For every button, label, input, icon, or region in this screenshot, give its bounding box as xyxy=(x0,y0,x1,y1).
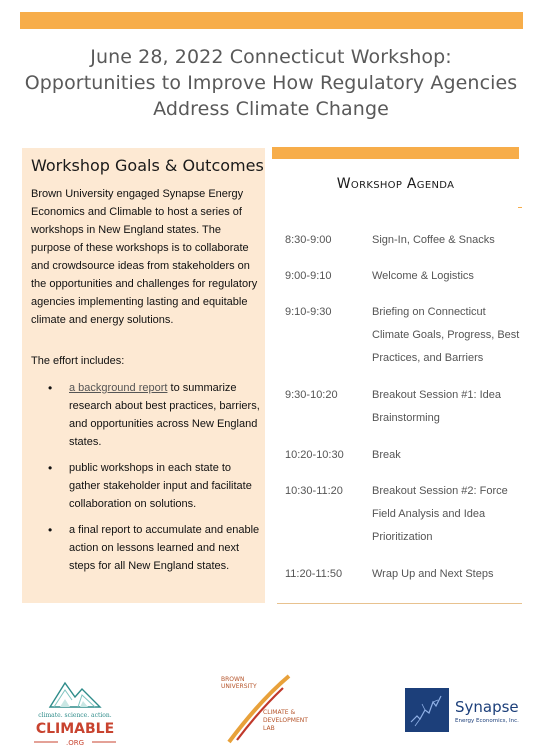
list-item-text: a final report to accumulate and enable action on lessons learned and next steps for all New England states. xyxy=(69,524,260,572)
background-report-link[interactable]: a background report xyxy=(69,382,168,394)
agenda-time: 9:10-9:30 xyxy=(285,306,332,318)
agenda-item: Wrap Up and Next Steps xyxy=(372,568,494,580)
title-line-2: Opportunities to Improve How Regulatory Agencies xyxy=(24,72,518,94)
list-item xyxy=(31,379,265,451)
agenda-title: Workshop Agenda xyxy=(336,176,455,192)
bullet-icon: • xyxy=(48,523,53,537)
climable-logo xyxy=(20,677,130,747)
lab-line-2: DEVELOPMENT xyxy=(263,717,308,724)
brown-line-2: UNIVERSITY xyxy=(221,683,257,690)
climable-wordmark: CLIMABLE xyxy=(35,721,115,737)
title-line-1: June 28, 2022 Connecticut Workshop: xyxy=(90,46,452,68)
goals-intro-text: Brown University engaged Synapse Energy Economics and Climable to host a series of workshops in New England states. The purpose of these workshops is to collaborate and crowdsource ideas from stakeholders on the opportunities and challenges for regulatory agencies implementing lasting and equitable climate and energy solutions. xyxy=(31,188,258,326)
agenda-accent-bar xyxy=(272,147,519,159)
climable-tagline: climate. science. action. xyxy=(38,712,112,719)
agenda-time: 10:30-11:20 xyxy=(285,485,343,497)
agenda-time: 11:20-11:50 xyxy=(285,568,343,580)
agenda-time: 9:30-10:20 xyxy=(285,389,338,401)
synapse-wordmark: Synapse xyxy=(455,698,519,716)
brown-cdl-logo xyxy=(219,672,309,744)
agenda-time: 8:30-9:00 xyxy=(285,234,332,246)
mountain-icon xyxy=(50,683,100,707)
agenda-time: 9:00-9:10 xyxy=(285,270,332,282)
agenda-time: 10:20-10:30 xyxy=(285,449,344,461)
lab-line-1: CLIMATE & xyxy=(263,709,296,716)
goals-panel xyxy=(22,148,265,603)
effort-list xyxy=(31,379,265,583)
agenda-item: Briefing on Connecticut Climate Goals, Progress, Best Practices, and Barriers xyxy=(372,306,520,364)
synapse-subtitle: Energy Economics, Inc. xyxy=(455,718,519,724)
lab-line-3: LAB xyxy=(263,725,275,732)
list-item xyxy=(31,521,265,575)
header-accent-bar xyxy=(20,12,523,29)
agenda-item: Break xyxy=(372,449,401,461)
goals-heading: Workshop Goals & Outcomes xyxy=(31,156,264,175)
agenda-item: Breakout Session #1: Idea Brainstorming xyxy=(372,389,502,424)
list-item xyxy=(31,459,265,513)
synapse-square xyxy=(405,688,449,732)
bullet-icon: • xyxy=(48,461,53,475)
agenda-bottom-rule xyxy=(277,603,522,604)
synapse-logo xyxy=(405,688,531,732)
brown-line-1: BROWN xyxy=(221,676,245,683)
page-title xyxy=(0,44,542,122)
climable-suffix: .ORG xyxy=(65,739,85,747)
agenda-item: Sign-In, Coffee & Snacks xyxy=(372,234,495,246)
list-item-text: to summarize research about best practices, barriers, and opportunities across New England states. xyxy=(69,382,260,448)
title-line-3: Address Climate Change xyxy=(153,98,389,120)
agenda-item: Welcome & Logistics xyxy=(372,270,474,282)
bullet-icon: • xyxy=(48,381,53,395)
list-item-text: public workshops in each state to gather stakeholder input and facilitate collaboration on solutions. xyxy=(69,462,252,510)
agenda-item: Breakout Session #2: Force Field Analysis and Idea Prioritization xyxy=(372,485,508,543)
agenda-divider-tick xyxy=(518,207,522,208)
effort-label: The effort includes: xyxy=(31,355,125,367)
